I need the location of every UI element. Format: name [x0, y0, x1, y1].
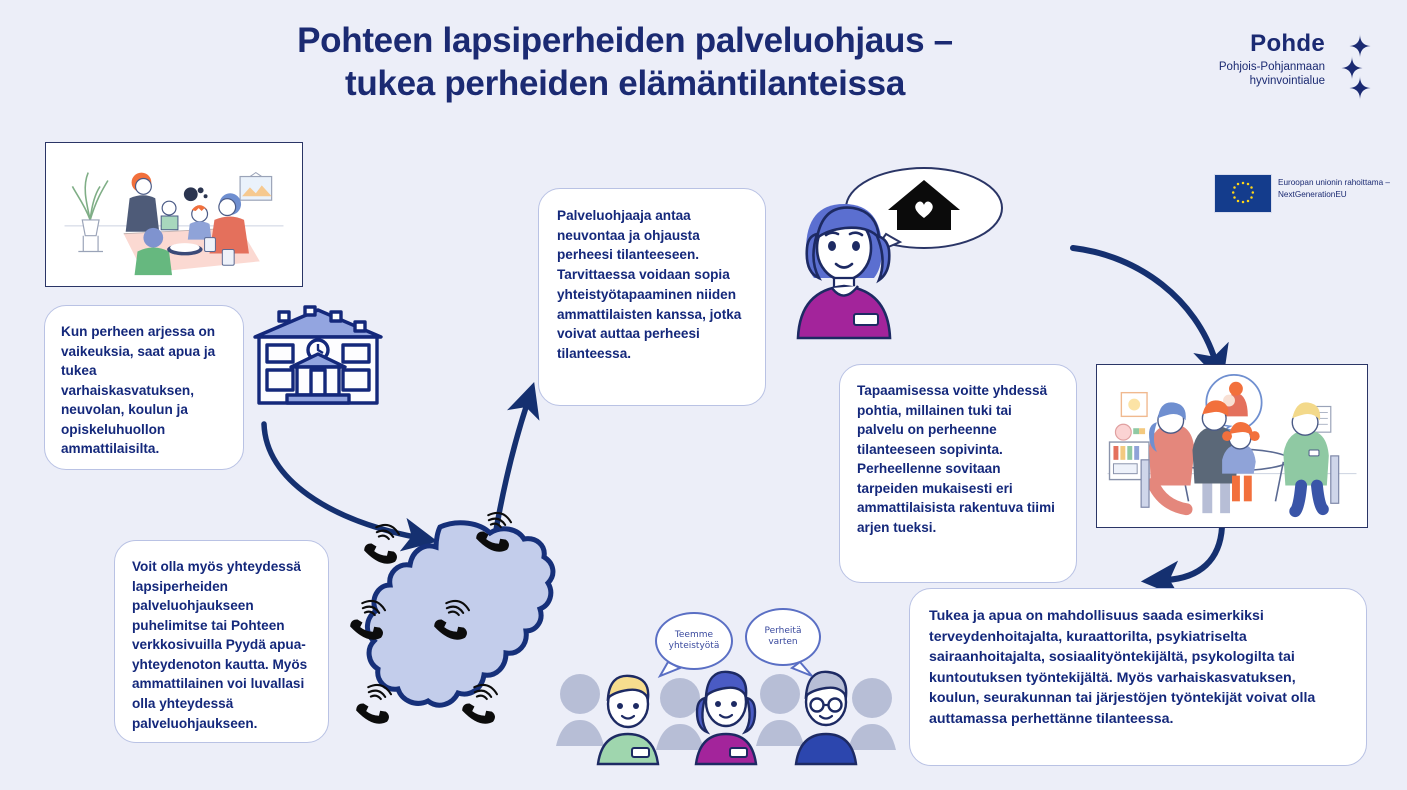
- family-dinner-illustration: [45, 142, 303, 287]
- bubble-cooperation-line-1: Teemme: [674, 629, 714, 640]
- callout-available-help-text: Tukea ja apua on mahdollisuus saada esimerkiksi terveydenhoitajalta, kuraattorilta, psykiatriselta sairaanhoitajalta, sosiaalityöntekijältä, psykologilta tai kuntoutuksen työntekijältä. Myös varhaiskasvatuksen, koulun, seurakunnan tai järjestöjen työntekijät voivat olla auttamassa perhettänne tilanteessa.: [929, 608, 1316, 727]
- eu-funding-text-line-1: Euroopan unionin rahoittama –: [1278, 178, 1390, 187]
- arrow-meeting-to-help: [1166, 527, 1222, 580]
- callout-available-help: [909, 588, 1367, 766]
- callout-meeting: [839, 364, 1077, 583]
- pohde-logo-subtitle-line-1: Pohjois-Pohjanmaan: [1218, 61, 1325, 73]
- callout-contact-channels: [114, 540, 329, 743]
- pohde-logo-name: Pohde: [1250, 30, 1325, 57]
- pohde-logo-subtitle-line-2: hyvinvointialue: [1249, 75, 1325, 88]
- pohde-logo: [1200, 30, 1380, 100]
- arrow-counsellor-to-meeting: [1073, 248, 1215, 360]
- callout-support-professionals-text: Kun perheen arjessa on vaikeuksia, saat apua ja tukea varhaiskasvatuksen, neuvolan, koulun ja opiskeluhuollon ammattilaisilta.: [61, 324, 216, 457]
- callout-contact-channels-text: Voit olla myös yhteydessä lapsiperheiden palveluohjaukseen puhelimitse tai Pohteen verkkosivuilla Pyydä apua-yhteydenoton kautta. Myös ammattilainen voi luvallasi olla yhteydessä palveluohjaukseen.: [132, 559, 308, 731]
- people-group-illustration: [548, 660, 893, 785]
- eu-funding-badge: [1214, 172, 1389, 214]
- page-title-line-1: Pohteen lapsiperheiden palveluohjaus –: [297, 21, 953, 60]
- pohjois-pohjanmaa-map: [340, 505, 570, 745]
- callout-service-counsellor-text: Palveluohjaaja antaa neuvontaa ja ohjausta perheesi tilanteeseen. Tarvittaessa voidaan sopia yhteistyötapaaminen niiden ammattilaisten kanssa, jotka voivat auttaa perheesi tilanteessa.: [557, 208, 742, 361]
- eu-funding-text-line-2: NextGenerationEU: [1278, 189, 1347, 199]
- callout-support-professionals: [44, 305, 244, 470]
- pohde-star-mark-icon: [1332, 30, 1380, 100]
- eu-funding-text: [1278, 177, 1393, 201]
- page-title-line-2: tukea perheiden elämäntilanteissa: [344, 63, 906, 103]
- bubble-for-families: [745, 608, 821, 666]
- page-title: [160, 20, 1090, 105]
- bubble-cooperation-line-2: yhteistyötä: [668, 641, 720, 651]
- eu-flag-icon: [1214, 174, 1272, 213]
- bubble-for-families-line-1: Perheitä: [764, 625, 802, 636]
- school-building-icon: [243, 300, 393, 412]
- pohde-logo-subtitle: [1195, 60, 1325, 89]
- callout-service-counsellor: [538, 188, 766, 406]
- counsellor-avatar: [776, 160, 1016, 375]
- callout-meeting-text: Tapaamisessa voitte yhdessä pohtia, millainen tuki tai palvelu on perheenne tilanteeseen sopivinta. Perheellenne sovitaan tarpeiden mukaisesti eri ammattilaisista rakentuva tiimi arjen tueksi.: [857, 383, 1055, 535]
- bubble-cooperation: [655, 612, 733, 670]
- family-meeting-illustration: [1096, 364, 1368, 528]
- bubble-for-families-line-2: varten: [768, 637, 798, 647]
